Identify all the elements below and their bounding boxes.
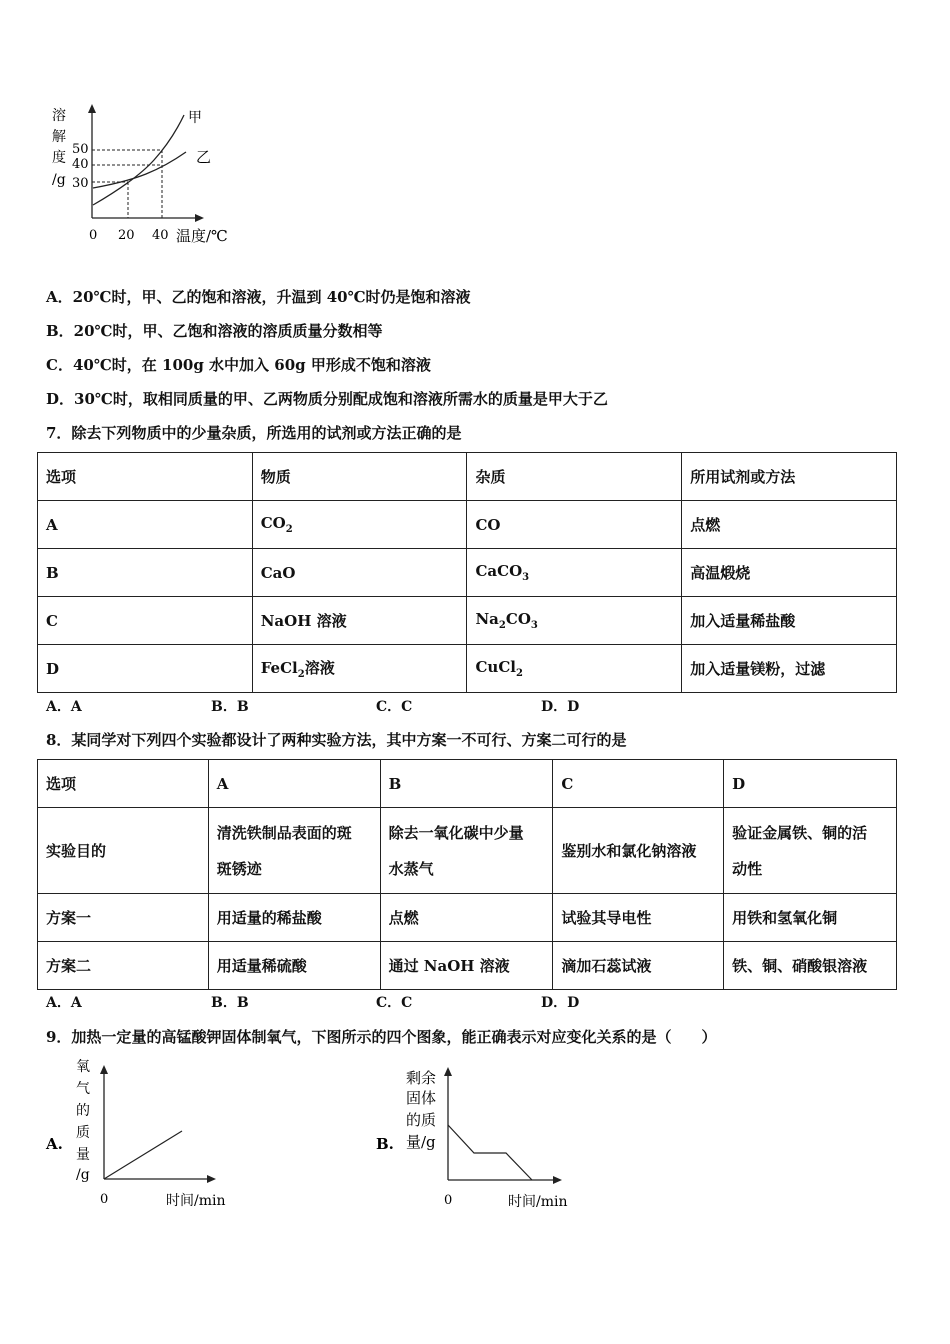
table-row xyxy=(38,894,897,942)
table-header: C xyxy=(553,760,724,808)
curve-yi xyxy=(93,152,186,188)
solubility-graph xyxy=(46,100,246,250)
answer-option: A．A xyxy=(46,699,82,715)
x-axis-arrow xyxy=(195,214,204,222)
table-header: 杂质 xyxy=(467,453,682,501)
answer-option: D．D xyxy=(541,995,580,1011)
x-axis-arrow xyxy=(553,1176,562,1184)
ylabel-char: 解 xyxy=(52,129,66,145)
cell-substance: CaO xyxy=(252,549,467,597)
series-label-yi: 乙 xyxy=(196,148,212,166)
cell-method: 加入适量镁粉，过滤 xyxy=(682,645,897,693)
q7-table xyxy=(37,452,897,693)
cell-substance: FeCl$_2$溶液 xyxy=(252,645,467,693)
origin-label: 0 xyxy=(100,1192,109,1207)
cell-option: C xyxy=(38,597,253,645)
ylabel-char: 溶 xyxy=(52,108,66,124)
xtick-label: 40 xyxy=(152,228,169,243)
cell-row-label: 方案一 xyxy=(38,894,209,942)
q8-stem: 8．某同学对下列四个实验都设计了两种实验方法，其中方案一不可行、方案二可行的是 xyxy=(46,731,627,749)
cell-plan: 通过 NaOH 溶液 xyxy=(380,942,553,990)
xtick-label: 0 xyxy=(89,228,98,243)
ylabel-line: 的质 xyxy=(406,1111,437,1129)
cell-option: A xyxy=(38,501,253,549)
table-header: D xyxy=(724,760,897,808)
cell-option: D xyxy=(38,645,253,693)
table-header: 物质 xyxy=(252,453,467,501)
ylabel-line: 量/g xyxy=(406,1133,436,1151)
table-row xyxy=(38,808,897,894)
table-header: B xyxy=(380,760,553,808)
cell-purpose: 清洗铁制品表面的斑 斑锈迹 xyxy=(208,808,380,894)
cell-method: 高温煅烧 xyxy=(682,549,897,597)
answer-option: B．B xyxy=(211,995,249,1011)
ytick-label: 30 xyxy=(72,176,89,191)
cell-substance: $CO_2$ xyxy=(252,501,467,549)
cell-plan: 铁、铜、硝酸银溶液 xyxy=(724,942,897,990)
table-header: 选项 xyxy=(38,453,253,501)
answer-option: D．D xyxy=(541,699,580,715)
answer-option: C．C xyxy=(376,995,413,1011)
data-line xyxy=(104,1131,182,1179)
cell-purpose: 鉴别水和氯化钠溶液 xyxy=(553,808,724,894)
cell-plan: 滴加石蕊试液 xyxy=(553,942,724,990)
origin-label: 0 xyxy=(444,1193,453,1208)
xtick-label: 20 xyxy=(118,228,135,243)
data-line xyxy=(448,1125,532,1180)
q9-stem: 9．加热一定量的高锰酸钾固体制氧气，下图所示的四个图象，能正确表示对应变化关系的是（ ） xyxy=(46,1028,717,1046)
cell-option: B xyxy=(38,549,253,597)
ytick-label: 40 xyxy=(72,157,89,172)
xaxis-label: 温度/℃ xyxy=(176,227,228,245)
q6-option-c: C．40℃时，在 100g 水中加入 60g 甲形成不饱和溶液 xyxy=(46,356,431,374)
xaxis-label: 时间/min xyxy=(508,1194,568,1210)
cell-plan: 用适量的稀盐酸 xyxy=(208,894,380,942)
q9-graph-b xyxy=(374,1063,594,1218)
ylabel-char: 量 xyxy=(76,1147,90,1163)
cell-impurity: CuCl$_2$ xyxy=(467,645,682,693)
cell-impurity: CaCO$_3$ xyxy=(467,549,682,597)
series-label-jia: 甲 xyxy=(188,110,202,126)
cell-purpose: 验证金属铁、铜的活 动性 xyxy=(724,808,897,894)
graph-option-label: A. xyxy=(46,1135,63,1153)
table-header: 所用试剂或方法 xyxy=(682,453,897,501)
table-row xyxy=(38,597,897,645)
cell-row-label: 实验目的 xyxy=(38,808,209,894)
y-axis-arrow xyxy=(88,104,96,113)
cell-plan: 试验其导电性 xyxy=(553,894,724,942)
cell-impurity: $Na_2CO_3$ xyxy=(467,597,682,645)
ylabel-line: 固体 xyxy=(406,1089,437,1107)
ytick-label: 50 xyxy=(72,142,89,157)
table-row xyxy=(38,942,897,990)
ylabel-char: 度 xyxy=(52,150,66,166)
table-row xyxy=(38,549,897,597)
cell-plan: 点燃 xyxy=(380,894,553,942)
y-axis-arrow xyxy=(100,1065,108,1074)
q8-table xyxy=(37,759,897,990)
table-header: A xyxy=(208,760,380,808)
ylabel-char: 质 xyxy=(76,1125,90,1141)
cell-impurity: CO xyxy=(467,501,682,549)
table-header: 选项 xyxy=(38,760,209,808)
ylabel-char: /g xyxy=(52,172,66,188)
q6-option-d: D．30℃时，取相同质量的甲、乙两物质分别配成饱和溶液所需水的质量是甲大于乙 xyxy=(46,390,608,408)
cell-purpose: 除去一氧化碳中少量 水蒸气 xyxy=(380,808,553,894)
q9-graph-a xyxy=(44,1055,244,1215)
ylabel-char: 的 xyxy=(76,1103,90,1119)
q7-stem: 7．除去下列物质中的少量杂质，所选用的试剂或方法正确的是 xyxy=(46,424,462,442)
ylabel-char: 气 xyxy=(76,1081,90,1097)
table-row xyxy=(38,645,897,693)
curve-jia xyxy=(93,115,184,205)
cell-substance: NaOH 溶液 xyxy=(252,597,467,645)
y-axis-arrow xyxy=(444,1067,452,1076)
ylabel-line: 剩余 xyxy=(406,1069,437,1087)
graph-option-label: B. xyxy=(376,1135,394,1153)
cell-row-label: 方案二 xyxy=(38,942,209,990)
q6-option-a: A．20℃时，甲、乙的饱和溶液，升温到 40℃时仍是饱和溶液 xyxy=(46,288,471,306)
answer-option: C．C xyxy=(376,699,413,715)
ylabel-char: 氧 xyxy=(76,1059,90,1075)
answer-option: A．A xyxy=(46,995,82,1011)
x-axis-arrow xyxy=(207,1175,216,1183)
cell-method: 加入适量稀盐酸 xyxy=(682,597,897,645)
cell-plan: 用铁和氢氧化铜 xyxy=(724,894,897,942)
xaxis-label: 时间/min xyxy=(166,1193,226,1209)
q6-option-b: B．20℃时，甲、乙饱和溶液的溶质质量分数相等 xyxy=(46,322,383,340)
cell-plan: 用适量稀硫酸 xyxy=(208,942,380,990)
cell-method: 点燃 xyxy=(682,501,897,549)
ylabel-char: /g xyxy=(76,1167,90,1183)
answer-option: B．B xyxy=(211,699,249,715)
table-row xyxy=(38,501,897,549)
